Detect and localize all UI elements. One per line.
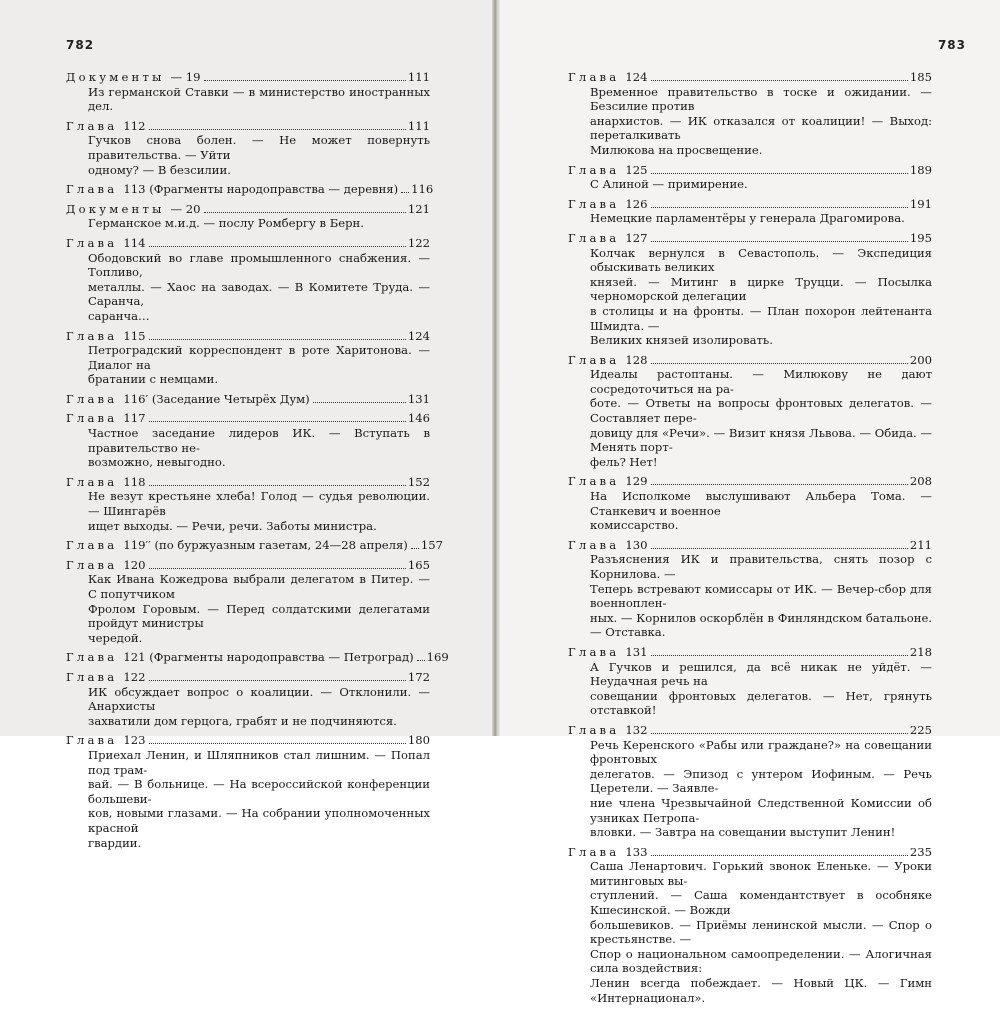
dot-leader: [651, 363, 908, 364]
entry-number: 119′′ (по буржуазным газетам, 24—28 апреля): [123, 538, 408, 553]
dot-leader: [149, 485, 406, 486]
entry-page-number: 191: [909, 196, 932, 211]
toc-entry: [66, 538, 443, 553]
summary-line: анархистов. — ИК отказался от коалиции! — Выход: переталкивать: [590, 113, 932, 143]
dot-leader: [149, 680, 406, 681]
toc-entry: [568, 197, 932, 226]
toc-entry-heading: [66, 733, 430, 748]
toc-entry-heading: [66, 70, 430, 85]
summary-line: комиссарство.: [590, 518, 679, 533]
entry-number: 117: [123, 411, 146, 426]
toc-entry-heading: [66, 670, 430, 685]
entry-label: Глава: [66, 538, 118, 553]
summary-line: Речь Керенского «Рабы или граждане?» на совещании фронтовых: [590, 737, 932, 767]
dot-leader: [149, 568, 406, 569]
summary-line: Немецкие парламентёры у генерала Драгомирова.: [590, 211, 905, 226]
toc-entry-heading: [66, 411, 430, 426]
right-page: [500, 0, 1000, 1005]
entry-label: Глава: [568, 844, 620, 859]
entry-label: Глава: [568, 474, 620, 489]
entry-number: 132: [625, 722, 648, 737]
toc-entry-heading: [66, 392, 430, 407]
entry-summary: [590, 367, 932, 469]
entry-label: Глава: [568, 70, 620, 84]
entry-page-number: 218: [909, 644, 932, 659]
entry-number: 122: [123, 669, 146, 684]
entry-label: Документы: [66, 70, 165, 84]
toc-entries: [568, 70, 932, 1010]
entry-number: 118: [123, 474, 146, 489]
entry-summary: [590, 552, 932, 640]
toc-entry-heading: [66, 182, 434, 197]
entry-summary: [590, 660, 932, 718]
summary-line: Приехал Ленин, и Шляпников стал лишним. — Попал под трам-: [88, 747, 430, 777]
summary-line: ИК обсуждает вопрос о коалиции. — Отклонили. — Анархисты: [88, 684, 430, 714]
entry-summary: [590, 211, 932, 226]
summary-line: вловки. — Завтра на совещании выступит Ленин!: [590, 825, 896, 840]
dot-leader: [401, 192, 409, 193]
entry-label: Глава: [66, 669, 118, 684]
summary-line: ступлений. — Саша комендантствует в особняке Кшесинской. — Вожди: [590, 888, 932, 918]
dot-leader: [651, 733, 908, 734]
dot-leader: [417, 660, 425, 661]
entry-page-number: 172: [407, 669, 430, 684]
toc-entry: [568, 474, 932, 532]
entry-page-number: 111: [407, 118, 430, 133]
entry-number: — 20: [170, 201, 201, 216]
dot-leader: [204, 212, 406, 213]
entry-number: 121 (Фрагменты народоправства — Петроград): [123, 650, 414, 665]
summary-line: чередой.: [88, 630, 143, 645]
summary-line: саранча…: [88, 308, 150, 323]
entry-number: 128: [625, 352, 648, 367]
toc-entry-heading: [568, 538, 932, 553]
entry-label: Глава: [66, 118, 118, 133]
entry-page-number: 146: [407, 411, 430, 426]
entry-page-number: 195: [909, 230, 932, 245]
entry-page-number: 208: [909, 474, 932, 489]
entry-label: Глава: [66, 650, 118, 665]
entry-page-number: 225: [909, 722, 932, 737]
dot-leader: [149, 129, 406, 130]
entry-number: 125: [625, 162, 648, 177]
entry-label: Глава: [66, 557, 118, 572]
dot-leader: [651, 855, 908, 856]
toc-entry-heading: [568, 197, 932, 212]
toc-entry-heading: [66, 236, 430, 251]
entry-page-number: 180: [407, 733, 430, 748]
entry-number: 116′ (Заседание Четырёх Дум): [123, 391, 310, 406]
toc-entry: [568, 353, 932, 470]
toc-entry: [66, 670, 430, 728]
dot-leader: [651, 655, 908, 656]
dot-leader: [149, 421, 406, 422]
entry-summary: [88, 572, 430, 645]
entry-label: Глава: [568, 230, 620, 245]
dot-leader: [204, 80, 406, 81]
summary-line: Германское м.и.д. — послу Ромбергу в Берн.: [88, 216, 364, 231]
toc-entry-heading: [66, 650, 449, 665]
summary-line: Петроградский корреспондент в роте Харитонова. — Диалог на: [88, 343, 430, 372]
left-page: [0, 0, 492, 850]
dot-leader: [149, 246, 406, 247]
summary-line: одному? — В безсилии.: [88, 162, 231, 177]
toc-entry-heading: [568, 70, 932, 85]
entry-number: 123: [123, 733, 146, 748]
entry-number: 115: [123, 328, 146, 343]
summary-line: боте. — Ответы на вопросы фронтовых делегатов. — Составляет пере-: [590, 396, 932, 426]
summary-line: князей. — Митинг в цирке Труцци. — Посылка черноморской делегации: [590, 274, 932, 304]
entry-summary: [88, 748, 430, 850]
entry-summary: [88, 216, 430, 231]
toc-entry-heading: [568, 723, 932, 738]
summary-line: Разъяснения ИК и правительства, снять позор с Корнилова. —: [590, 552, 932, 581]
entry-label: Глава: [66, 182, 118, 197]
entry-page-number: 116: [411, 182, 434, 197]
entry-page-number: 189: [909, 162, 932, 177]
entry-number: 131: [625, 644, 648, 659]
summary-line: Временное правительство в тоске и ожидании. — Безсилие против: [590, 84, 932, 114]
summary-line: Ленин всегда побеждает. — Новый ЦК. — Гимн «Интернационал».: [590, 976, 932, 1005]
dot-leader: [651, 80, 908, 81]
summary-line: ков, новыми глазами. — На собрании уполномоченных красной: [88, 806, 430, 835]
entry-number: 126: [625, 196, 648, 211]
summary-line: металлы. — Хаос на заводах. — В Комитете Труда. — Саранча,: [88, 279, 430, 309]
entry-label: Глава: [66, 411, 118, 426]
toc-entry: [66, 70, 430, 114]
entry-page-number: 169: [426, 650, 449, 665]
dot-leader: [651, 207, 908, 208]
entry-summary: [88, 133, 430, 177]
entry-page-number: 152: [407, 474, 430, 489]
entry-summary: [590, 738, 932, 840]
entry-label: Глава: [66, 474, 118, 489]
summary-line: Гучков снова болен. — Не может повернуть правительства. — Уйти: [88, 133, 430, 162]
summary-line: возможно, невыгодно.: [88, 455, 226, 470]
toc-entry: [66, 119, 430, 177]
dot-leader: [651, 241, 908, 242]
entry-page-number: 111: [407, 70, 430, 84]
entry-number: — 19: [170, 70, 201, 84]
toc-entry-heading: [66, 558, 430, 573]
summary-line: Колчак вернулся в Севастополь. — Экспедиция обыскивать великих: [590, 245, 932, 275]
summary-line: Не везут крестьяне хлеба! Голод — судья революции. — Шингарёв: [88, 489, 430, 519]
entry-label: Глава: [568, 537, 620, 552]
summary-line: Как Ивана Кожедрова выбрали делегатом в Питер. — С попутчиком: [88, 572, 430, 601]
toc-entry: [66, 392, 430, 407]
entry-label: Глава: [568, 196, 620, 211]
summary-line: большевиков. — Приёмы ленинской мысли. — Спор о крестьянстве. —: [590, 917, 932, 947]
summary-line: Саша Ленартович. Горький звонок Еленьке. — Уроки митинговых вы-: [590, 859, 932, 888]
toc-entry: [66, 558, 430, 646]
entry-number: 127: [625, 230, 648, 245]
summary-line: Великих князей изолировать.: [590, 333, 773, 348]
toc-entry: [568, 70, 932, 158]
entry-label: Документы: [66, 201, 165, 216]
dot-leader: [651, 484, 908, 485]
summary-line: ных. — Корнилов оскорблён в Финляндском батальоне. — Отставка.: [590, 610, 932, 640]
toc-entry-heading: [568, 353, 932, 368]
entry-summary: [88, 85, 430, 114]
summary-line: Фролом Горовым. — Перед солдатскими делегатами пройдут министры: [88, 601, 430, 631]
entry-number: 130: [625, 537, 648, 552]
toc-entry-heading: [66, 119, 430, 134]
entry-summary: [590, 246, 932, 348]
entry-label: Глава: [568, 162, 620, 177]
entry-number: 129: [625, 474, 648, 489]
entry-label: Глава: [568, 352, 620, 367]
entry-page-number: 235: [909, 844, 932, 859]
entry-page-number: 211: [909, 537, 932, 552]
toc-entry-heading: [66, 538, 443, 553]
summary-line: фель? Нет!: [590, 454, 658, 469]
summary-line: А Гучков и решился, да всё никак не уйдёт. — Неудачная речь на: [590, 659, 932, 689]
summary-line: ищет выходы. — Речи, речи. Заботы министра.: [88, 518, 377, 533]
dot-leader: [651, 548, 908, 549]
summary-line: совещании фронтовых делегатов. — Нет, грянуть отставкой!: [590, 688, 932, 718]
summary-line: братании с немцами.: [88, 372, 219, 387]
entry-number: 112: [123, 118, 146, 133]
toc-entries: [66, 70, 449, 855]
entry-number: 113 (Фрагменты народоправства — деревня): [123, 182, 399, 197]
entry-summary: [88, 343, 430, 387]
toc-entry-heading: [568, 231, 932, 246]
summary-line: Теперь встревают комиссары от ИК. — Вечер-сбор для военноплен-: [590, 581, 932, 611]
toc-entry: [66, 236, 430, 324]
entry-page-number: 124: [407, 328, 430, 343]
toc-entry: [568, 723, 932, 840]
entry-page-number: 185: [909, 70, 932, 84]
summary-line: Милюкова на просвещение.: [590, 142, 763, 157]
entry-number: 120: [123, 557, 146, 572]
entry-label: Глава: [66, 328, 118, 343]
dot-leader: [149, 743, 406, 744]
entry-page-number: 165: [407, 557, 430, 572]
entry-label: Глава: [568, 722, 620, 737]
entry-summary: [88, 251, 430, 324]
summary-line: гвардии.: [88, 835, 142, 850]
summary-line: в столицы и на фронты. — План похорон лейтенанта Шмидта. —: [590, 303, 932, 333]
page-number: 783: [937, 38, 966, 52]
entry-page-number: 157: [420, 538, 443, 553]
entry-summary: [88, 426, 430, 470]
dot-leader: [313, 402, 406, 403]
entry-label: Глава: [66, 733, 118, 748]
toc-entry-heading: [66, 202, 430, 217]
entry-summary: [590, 177, 932, 192]
entry-label: Глава: [568, 644, 620, 659]
summary-line: Идеалы растоптаны. — Милюкову не дают сосредоточиться на ра-: [590, 367, 932, 396]
entry-page-number: 122: [407, 235, 430, 250]
entry-number: 114: [123, 235, 146, 250]
toc-entry: [568, 163, 932, 192]
summary-line: захватили дом герцога, грабят и не подчиняются.: [88, 713, 397, 728]
toc-entry-heading: [568, 163, 932, 178]
toc-entry: [568, 231, 932, 348]
toc-entry: [568, 645, 932, 718]
summary-line: На Исполкоме выслушивают Альбера Тома. — Станкевич и военное: [590, 489, 932, 518]
toc-entry-heading: [568, 474, 932, 489]
toc-entry: [66, 733, 430, 850]
entry-summary: [590, 859, 932, 1005]
entry-label: Глава: [66, 235, 118, 250]
entry-page-number: 131: [407, 391, 430, 406]
summary-line: Ободовский во главе промышленного снабжения. — Топливо,: [88, 250, 430, 280]
summary-line: Из германской Ставки — в министерство иностранных дел.: [88, 84, 430, 114]
toc-entry: [66, 411, 430, 469]
summary-line: довицу для «Речи». — Визит князя Львова. — Обида. — Менять порт-: [590, 425, 932, 455]
entry-summary: [590, 85, 932, 158]
dot-leader: [411, 548, 419, 549]
entry-page-number: 121: [407, 201, 430, 216]
toc-entry: [66, 202, 430, 231]
page-number: 782: [66, 38, 95, 52]
entry-label: Глава: [66, 391, 118, 406]
toc-entry: [66, 650, 449, 665]
summary-line: ние члена Чрезвычайной Следственной Комиссии об узниках Петропа-: [590, 795, 932, 825]
book-gutter: [492, 0, 500, 736]
toc-entry-heading: [66, 329, 430, 344]
entry-summary: [88, 489, 430, 533]
summary-line: Спор о национальном самоопределении. — Алогичная сила воздействия:: [590, 946, 932, 976]
summary-line: вай. — В больнице. — На всероссийской конференции большеви-: [88, 777, 430, 806]
toc-entry: [568, 538, 932, 640]
toc-entry: [568, 845, 932, 1006]
dot-leader: [149, 339, 406, 340]
summary-line: делегатов. — Эпизод с унтером Иофиным. — Речь Церетели. — Заявле-: [590, 766, 932, 796]
toc-entry: [66, 475, 430, 533]
entry-summary: [590, 489, 932, 533]
entry-number: 124: [625, 70, 648, 84]
toc-entry: [66, 329, 430, 387]
entry-number: 133: [625, 844, 648, 859]
summary-line: Частное заседание лидеров ИК. — Вступать в правительство не-: [88, 426, 430, 455]
toc-entry: [66, 182, 434, 197]
toc-entry-heading: [66, 475, 430, 490]
toc-entry-heading: [568, 645, 932, 660]
entry-page-number: 200: [909, 352, 932, 367]
toc-entry-heading: [568, 845, 932, 860]
summary-line: С Алиной — примирение.: [590, 177, 748, 192]
dot-leader: [651, 173, 908, 174]
entry-summary: [88, 685, 430, 729]
